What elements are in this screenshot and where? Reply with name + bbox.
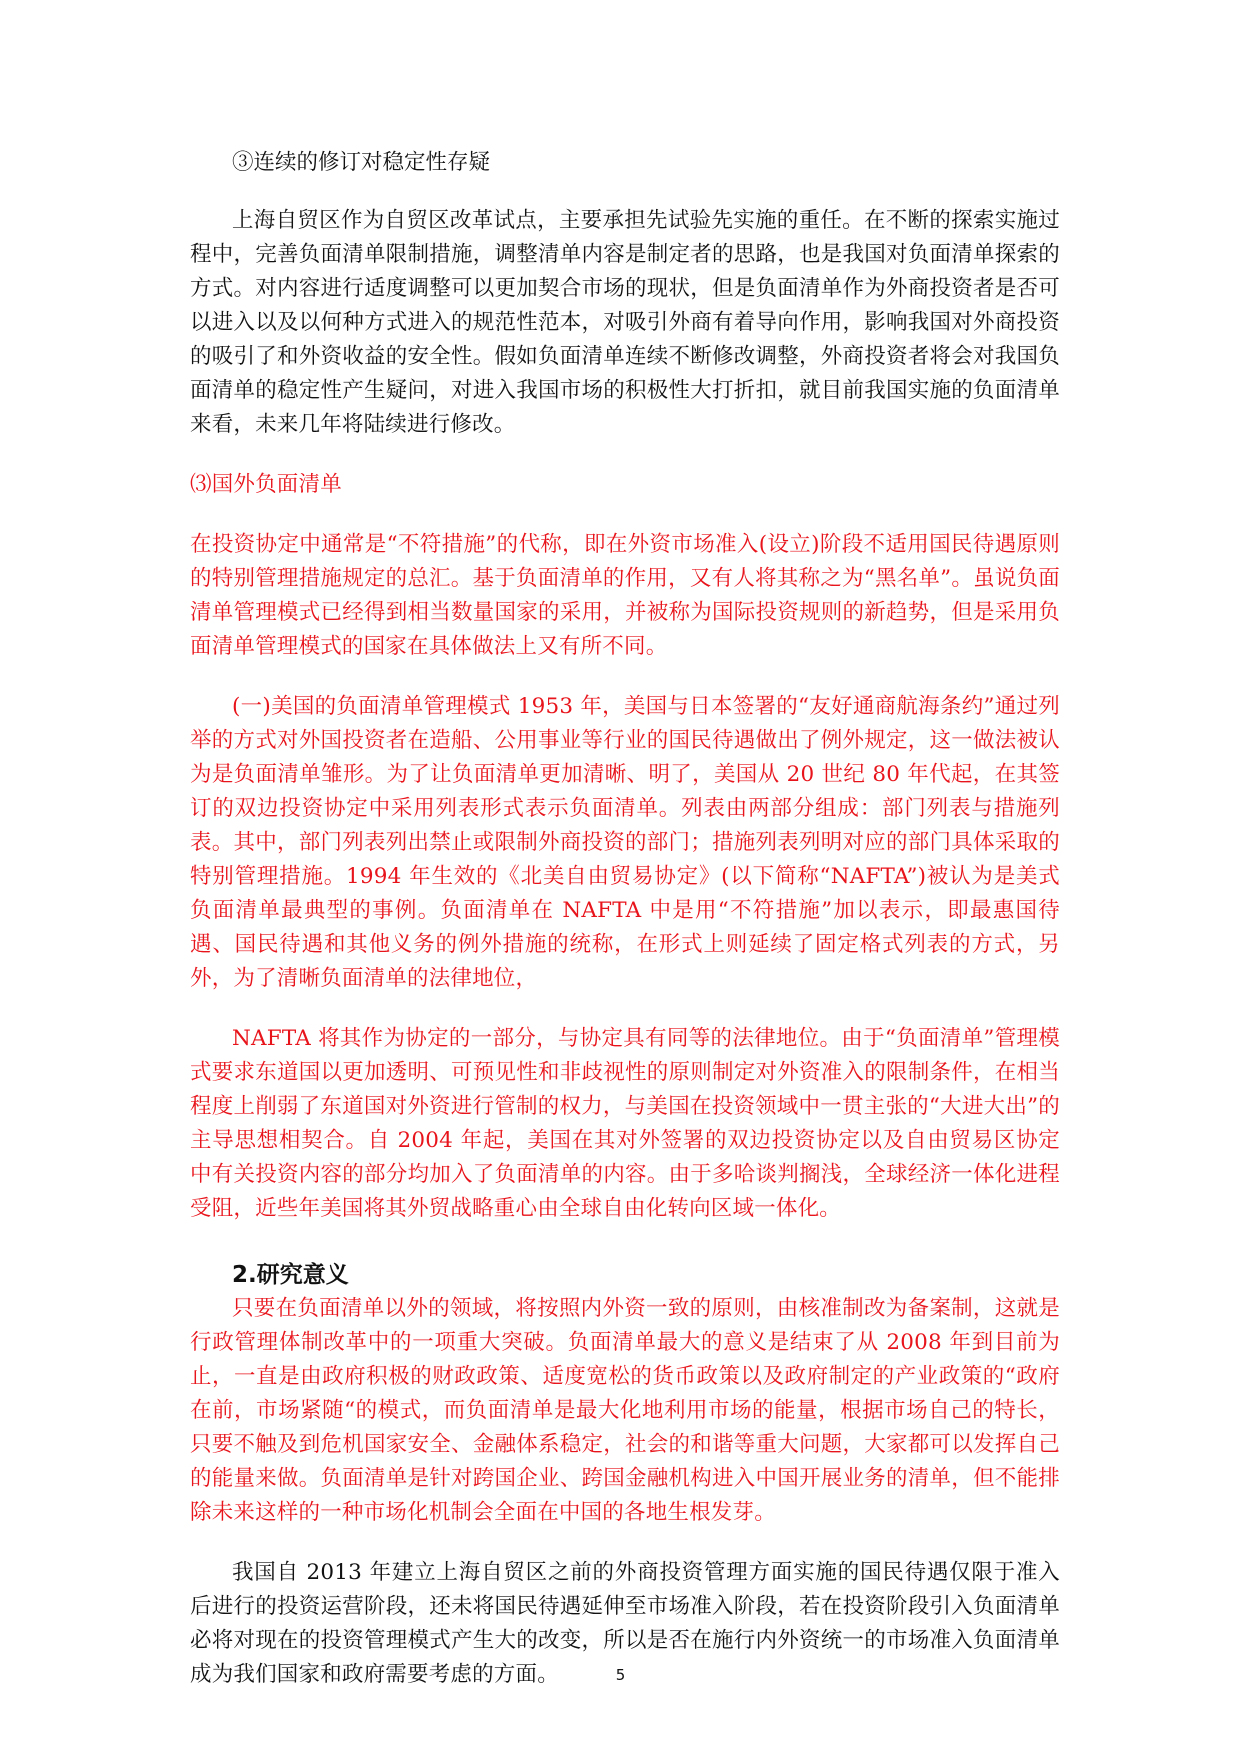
paragraph-nafta: NAFTA 将其作为协定的一部分，与协定具有同等的法律地位。由于“负面清单”管理模式要求东道国以更加透明、可预见性和非歧视性的原则制定对外资准入的限制条件，在相当程度上削弱了东道国对外资进行管制的权力，与美国在投资领域中一贯主张的“大进大出”的主导思想相契合。自 2004 年起，美国在其对外签署的双边投资协定以及自由贸易区协定中有关投资内容的部分均加入了负面清单的内容。由于多哈谈判搁浅，全球经济一体化进程受阻，近些年美国将其外贸战略重心由全球自由化转向区域一体化。 [190, 1026, 1060, 1221]
heading-foreign-negative-list: ⑶国外负面清单 [190, 472, 342, 497]
paragraph-significance: 只要在负面清单以外的领域，将按照内外资一致的原则，由核准制改为备案制，这就是行政管理体制改革中的一项重大突破。负面清单最大的意义是结束了从 2008 年到目前为止，一直是由政府积极的财政政策、适度宽松的货币政策以及政府制定的产业政策的“政府在前，市场紧随“的模式，而负面清单是最大化地利用市场的能量，根据市场自己的特长，只要不触及到危机国家安全、金融体系稳定，社会的和谐等重大问题，大家都可以发挥自己的能量来做。负面清单是针对跨国企业、跨国金融机构进入中国开展业务的清单，但不能排除未来这样的一种市场化机制会全面在中国的各地生根发芽。 [190, 1296, 1060, 1525]
page-content [190, 146, 1060, 1692]
paragraph-china-2013: 我国自 2013 年建立上海自贸区之前的外商投资管理方面实施的国民待遇仅限于准入后进行的投资运营阶段，还未将国民待遇延伸至市场准入阶段，若在投资阶段引入负面清单必将对现在的投资管理模式产生大的改变，所以是否在施行内外资统一的市场准入负面清单成为我们国家和政府需要考虑的方面。 [190, 1560, 1060, 1687]
page-number: 5 [615, 1666, 626, 1684]
paragraph-us-model: (一)美国的负面清单管理模式 1953 年，美国与日本签署的“友好通商航海条约”通过列举的方式对外国投资者在造船、公用事业等行业的国民待遇做出了例外规定，这一做法被认为是负面清单雏形。为了让负面清单更加清晰、明了，美国从 20 世纪 80 年代起，在其签订的双边投资协定中采用列表形式表示负面清单。列表由两部分组成：部门列表与措施列表。其中，部门列表列出禁止或限制外商投资的部门；措施列表列明对应的部门具体采取的特别管理措施。1994 年生效的《北美自由贸易协定》(以下简称“NAFTA”)被认为是美式负面清单最典型的事例。负面清单在 NAFTA 中是用“不符措施”加以表示，即最惠国待遇、国民待遇和其他义务的例外措施的统称，在形式上则延续了固定格式列表的方式，另外，为了清晰负面清单的法律地位， [190, 694, 1060, 991]
paragraph-stability: 上海自贸区作为自贸区改革试点，主要承担先试验先实施的重任。在不断的探索实施过程中，完善负面清单限制措施，调整清单内容是制定者的思路，也是我国对负面清单探索的方式。对内容进行适度调整可以更加契合市场的现状，但是负面清单作为外商投资者是否可以进入以及以何种方式进入的规范性范本，对吸引外商有着导向作用，影响我国对外商投资的吸引了和外资收益的安全性。假如负面清单连续不断修改调整，外商投资者将会对我国负面清单的稳定性产生疑问，对进入我国市场的积极性大打折扣，就目前我国实施的负面清单来看，未来几年将陆续进行修改。 [190, 208, 1060, 437]
heading-research-significance: 2.研究意义 [232, 1262, 349, 1288]
paragraph-foreign-intro: 在投资协定中通常是“不符措施”的代称，即在外资市场准入(设立)阶段不适用国民待遇原则的特别管理措施规定的总汇。基于负面清单的作用，又有人将其称之为“黑名单”。虽说负面清单管理模式已经得到相当数量国家的采用，并被称为国际投资规则的新趋势，但是采用负面清单管理模式的国家在具体做法上又有所不同。 [190, 532, 1060, 659]
heading-stability: ③连续的修订对稳定性存疑 [232, 150, 491, 175]
